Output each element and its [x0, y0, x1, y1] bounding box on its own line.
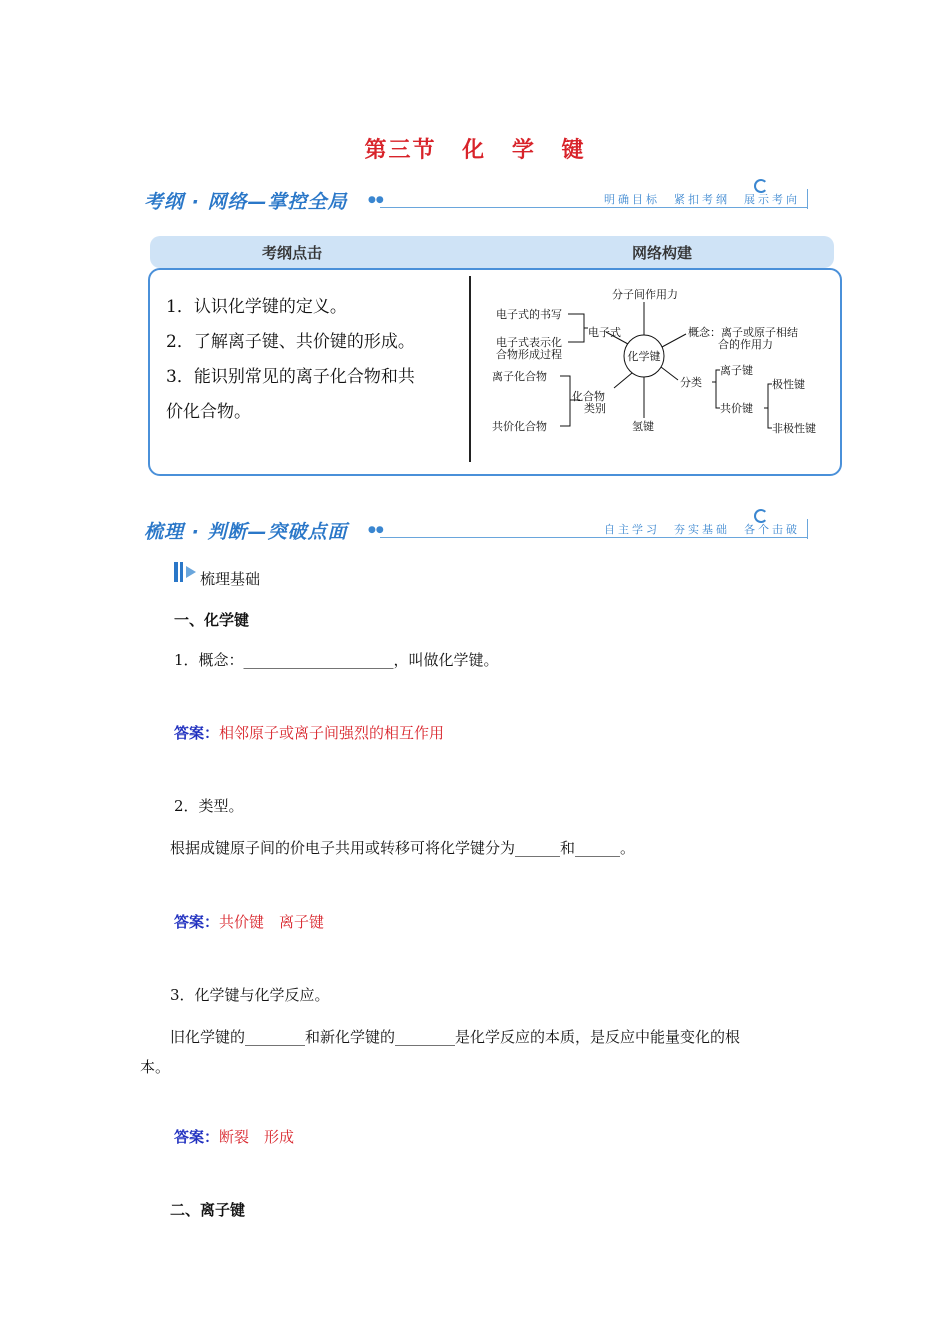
node-elec-formula: 电子式 [588, 326, 621, 339]
question-2: 2．类型。 [174, 797, 244, 815]
node-ionic-bond: 离子键 [720, 364, 753, 377]
section-label: 梳理基础 [200, 570, 261, 588]
node-nonpolar: 非极性键 [772, 422, 816, 435]
tab-outline-points: 考纲点击 [262, 244, 323, 262]
banner-title: 考纲 · 网络—掌控全局 [144, 191, 348, 213]
objectives-list [166, 290, 456, 422]
question-3: 3．化学键与化学反应。 [170, 986, 330, 1004]
node-compound2: 类别 [584, 402, 606, 415]
question-3-body: 旧化学键的________和新化学键的________是化学反应的本质，是反应中能量变化的根 [170, 1028, 741, 1046]
answer-1 [174, 721, 444, 745]
node-concept1: 概念：离子或原子相结 [688, 326, 798, 339]
node-elec-proc2: 合物形成过程 [496, 348, 562, 361]
objective-item: 2．了解离子键、共价键的形成。 [166, 332, 415, 352]
heading-ionic-bond: 二、离子键 [170, 1201, 246, 1219]
answer-2 [174, 910, 324, 934]
node-elec-proc1: 电子式表示化 [496, 336, 562, 349]
question-1: 1．概念：____________________，叫做化学键。 [174, 651, 499, 669]
answer-label: 答案： [174, 724, 220, 742]
title-part: 化 [462, 137, 487, 163]
banner-subtitle: 自主学习 夯实基础 各个击破 [604, 523, 800, 536]
node-elec-write: 电子式的书写 [496, 308, 562, 321]
node-concept2: 合的作用力 [718, 338, 773, 351]
title-part: 键 [561, 137, 586, 163]
heading-chemical-bond: 一、化学键 [174, 611, 250, 629]
answer-label: 答案： [174, 913, 220, 931]
node-ionic-compound: 离子化合物 [492, 370, 547, 383]
answer-text: 共价键 离子键 [219, 913, 325, 931]
banner-rule [380, 537, 808, 538]
node-covalent-bond: 共价键 [720, 402, 753, 415]
node-classify: 分类 [680, 376, 702, 389]
banner-edge [807, 189, 808, 209]
banner-dots-icon: ●● [368, 195, 384, 205]
node-top: 分子间作用力 [612, 288, 678, 301]
tab-network: 网络构建 [632, 244, 693, 262]
answer-text: 断裂 形成 [219, 1128, 295, 1146]
objective-item: 3．能识别常见的离子化合物和共 [166, 367, 415, 387]
section-marker-icon [174, 562, 198, 584]
title-part: 学 [511, 137, 536, 163]
node-polar: 极性键 [772, 378, 805, 391]
question-3-body-cont: 本。 [140, 1058, 171, 1076]
banner-dots-icon: ●● [368, 525, 384, 535]
tab-bar [150, 236, 834, 268]
box-divider [469, 276, 471, 462]
question-2-body: 根据成键原子间的价电子共用或转移可将化学键分为______和______。 [170, 839, 636, 857]
banner-title: 梳理 · 判断—突破点面 [144, 521, 348, 543]
banner-subtitle: 明确目标 紧扣考纲 展示考向 [604, 193, 800, 206]
objective-item: 1．认识化学键的定义。 [166, 297, 347, 317]
objective-item: 价化合物。 [166, 402, 251, 422]
node-compound1: 化合物 [572, 390, 605, 403]
banner-rule [380, 207, 808, 208]
answer-label: 答案： [174, 1128, 220, 1146]
node-covalent-compound: 共价化合物 [492, 420, 547, 433]
answer-3 [174, 1125, 294, 1149]
page-title [0, 133, 950, 164]
title-part: 第三节 [364, 137, 437, 163]
node-hydrogen: 氢键 [632, 420, 654, 433]
node-center: 化学键 [627, 350, 661, 363]
section-banner-outline [140, 185, 808, 211]
banner-edge [807, 519, 808, 539]
section-banner-review [140, 515, 808, 541]
answer-text: 相邻原子或离子间强烈的相互作用 [219, 724, 445, 742]
concept-network-diagram [480, 280, 832, 460]
